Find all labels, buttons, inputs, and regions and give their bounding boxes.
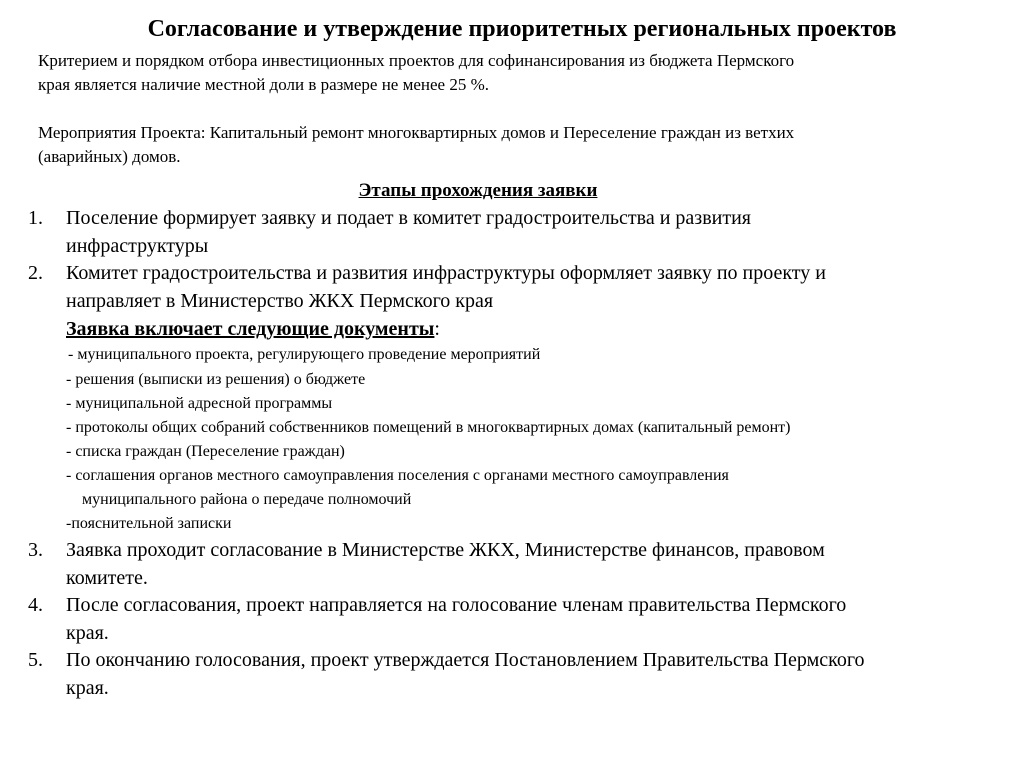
- step-text: направляет в Министерство ЖКХ Пермского края: [66, 290, 494, 312]
- criterion-text-line1: Критерием и порядком отбора инвестиционных проектов для софинансирования из бюджета Пермского: [38, 51, 795, 70]
- step-text: края.: [66, 622, 109, 644]
- documents-heading: [66, 315, 440, 343]
- documents-heading-text: Заявка включает следующие документы: [66, 318, 435, 340]
- stages-heading: Этапы прохождения заявки: [358, 180, 598, 201]
- documents-heading-colon: :: [434, 318, 440, 340]
- step-number: 3.: [28, 539, 43, 561]
- step-text: По окончанию голосования, проект утверждается Постановлением Правительства Пермского: [66, 649, 865, 671]
- step-number: 5.: [28, 649, 43, 671]
- document-item: - муниципальной адресной программы: [66, 395, 333, 412]
- step-text: Поселение формирует заявку и подает в комитет градостроительства и развития: [66, 207, 751, 229]
- document-item: - решения (выписки из решения) о бюджете: [66, 371, 366, 388]
- document-item: - списка граждан (Переселение граждан): [66, 443, 345, 460]
- step-text: Заявка проходит согласование в Министерстве ЖКХ, Министерстве финансов, правовом: [66, 539, 825, 561]
- step-text: Комитет градостроительства и развития инфраструктуры оформляет заявку по проекту и: [66, 262, 826, 284]
- activities-text-line1: Мероприятия Проекта: Капитальный ремонт многоквартирных домов и Переселение граждан из ветхих: [38, 123, 795, 142]
- document-item: -пояснительной записки: [66, 515, 232, 532]
- step-text: После согласования, проект направляется на голосование членам правительства Пермского: [66, 594, 847, 616]
- step-number: 2.: [28, 262, 43, 284]
- page-title: Согласование и утверждение приоритетных региональных проектов: [147, 16, 897, 42]
- step-text: комитете.: [66, 567, 148, 589]
- document-item: - муниципального проекта, регулирующего проведение мероприятий: [68, 346, 541, 363]
- document-item-continuation: муниципального района о передаче полномочий: [82, 491, 412, 508]
- document-item: - соглашения органов местного самоуправления поселения с органами местного самоуправления: [66, 467, 729, 484]
- step-text: инфраструктуры: [66, 235, 209, 257]
- document-item: - протоколы общих собраний собственников помещений в многоквартирных домах (капитальный ремонт): [66, 419, 791, 436]
- step-number: 1.: [28, 207, 43, 229]
- criterion-text-line2: края является наличие местной доли в размере не менее 25 %.: [38, 75, 490, 94]
- activities-text-line2: (аварийных) домов.: [38, 147, 181, 166]
- step-text: края.: [66, 677, 109, 699]
- step-number: 4.: [28, 594, 43, 616]
